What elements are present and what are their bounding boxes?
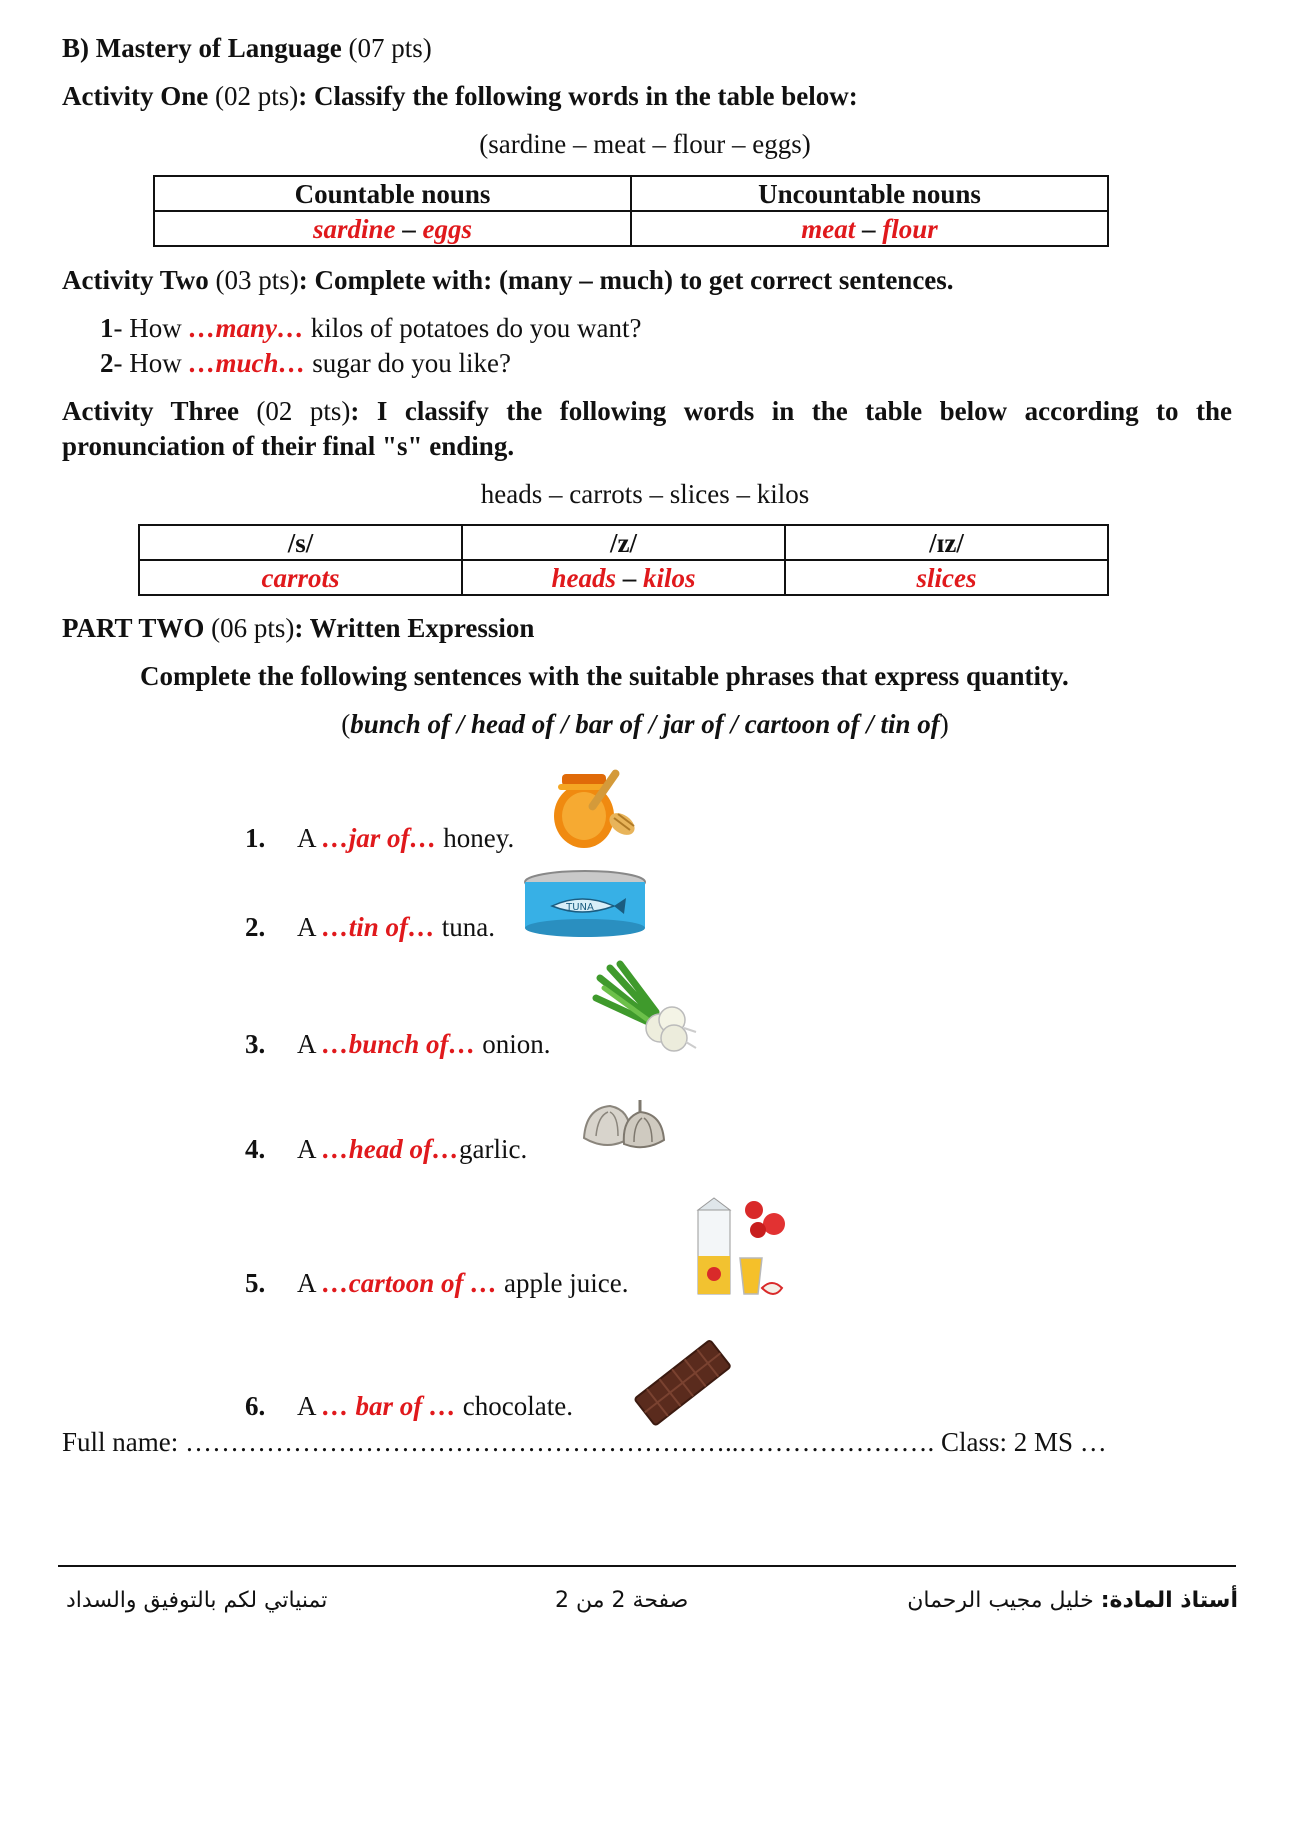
item-answer: …much…	[188, 348, 306, 378]
part-two-instruction: Complete the following sentences with the suitable phrases that express quantity.	[140, 661, 1069, 691]
iz-word: slices	[916, 562, 977, 593]
quantity-item-6	[245, 1390, 573, 1422]
activity-one-points: (02 pts)	[208, 81, 299, 111]
item-answer: … bar of …	[321, 1391, 457, 1421]
class-label: Class: 2 MS …	[934, 1427, 1107, 1457]
s-header: /s/	[139, 525, 462, 560]
wishes: تمنياتي لكم بالتوفيق والسداد	[66, 1588, 328, 1613]
item-before: A	[297, 1029, 322, 1059]
pronunciation-table	[138, 524, 1109, 596]
item-number: 5.	[245, 1268, 266, 1298]
item-number: 4.	[245, 1134, 266, 1164]
z-header: /z/	[462, 525, 785, 560]
teacher-credit	[907, 1588, 1238, 1613]
quantity-item-4	[245, 1133, 527, 1165]
item-after: onion.	[475, 1029, 551, 1059]
quantity-item-2	[245, 911, 495, 943]
item-number: 2.	[245, 912, 266, 942]
item-answer: …bunch of…	[321, 1029, 476, 1059]
activity-three-heading	[62, 394, 1232, 464]
iz-answers	[785, 560, 1108, 595]
activity-three-word-list: heads – carrots – slices – kilos	[480, 479, 810, 509]
juice-carton-icon	[692, 1196, 792, 1300]
item-number: 6.	[245, 1391, 266, 1421]
onion-bunch-icon	[590, 958, 700, 1058]
item-before: A	[297, 1391, 322, 1421]
part-two-label: PART TWO	[62, 613, 205, 643]
item-before: - How	[113, 348, 189, 378]
activity-two-points: (03 pts)	[208, 265, 299, 295]
activity-three-label: Activity Three	[62, 396, 239, 426]
teacher-label: أستاذ المادة:	[1100, 1588, 1238, 1613]
uncountable-answers	[631, 211, 1108, 246]
uncountable-header: Uncountable nouns	[631, 176, 1108, 211]
full-name-line	[62, 1426, 1107, 1458]
chocolate-bar-icon	[630, 1336, 734, 1428]
part-two-title: : Written Expression	[294, 613, 535, 643]
section-b-points: (07 pts)	[341, 33, 432, 63]
item-answer: …head of…	[321, 1134, 460, 1164]
item-after: tuna.	[435, 912, 496, 942]
garlic-head-icon	[578, 1092, 668, 1156]
item-number: 2	[100, 348, 114, 378]
s-answers	[139, 560, 462, 595]
item-after: apple juice.	[497, 1268, 629, 1298]
item-before: A	[297, 823, 322, 853]
activity-one-heading	[62, 80, 858, 112]
item-before: A	[297, 1134, 322, 1164]
separator: –	[855, 213, 883, 244]
part-two-heading	[62, 612, 534, 644]
item-after: garlic.	[459, 1134, 528, 1164]
z-word: heads	[551, 562, 616, 593]
countable-word: eggs	[422, 213, 473, 244]
quantity-item-1	[245, 822, 514, 854]
tuna-label: TUNA	[566, 902, 594, 913]
phrases: bunch of / head of / bar of / jar of / cartoon of / tin of	[350, 709, 940, 739]
activity-two-item-2	[100, 347, 511, 379]
activity-two-instruction: : Complete with: (many – much) to get correct sentences.	[298, 265, 954, 295]
item-answer: …jar of…	[321, 823, 437, 853]
section-b-heading	[62, 32, 432, 64]
item-number: 1.	[245, 823, 266, 853]
item-answer: …many…	[188, 313, 305, 343]
activity-one-instruction: : Classify the following words in the table below:	[298, 81, 858, 111]
item-after: sugar do you like?	[305, 348, 511, 378]
honey-jar-icon	[548, 758, 648, 858]
activity-one-label: Activity One	[62, 81, 209, 111]
iz-header: /ɪz/	[785, 525, 1108, 560]
footer-divider	[58, 1565, 1236, 1567]
uncountable-word: meat	[801, 213, 856, 244]
item-answer: …tin of…	[321, 912, 436, 942]
item-after: chocolate.	[456, 1391, 573, 1421]
activity-two-label: Activity Two	[62, 265, 209, 295]
item-number: 1	[100, 313, 114, 343]
page-number: صفحة 2 من 2	[555, 1588, 689, 1613]
item-after: honey.	[436, 823, 515, 853]
activity-three-instruction: : I classify the following words in the table below according to the pronunciation of their final "s" ending.	[62, 396, 1233, 461]
uncountable-word: flour	[882, 213, 938, 244]
item-before: - How	[113, 313, 189, 343]
z-answers	[462, 560, 785, 595]
separator: –	[395, 213, 423, 244]
phrases-list: (bunch of / head of / bar of / jar of / cartoon of / tin of)	[341, 709, 949, 739]
activity-two-heading	[62, 264, 954, 296]
full-name-label: Full name: ……………………………………………………..………………….	[62, 1427, 935, 1457]
quantity-item-3	[245, 1028, 551, 1060]
activity-three-points: (02 pts)	[238, 396, 351, 426]
separator: –	[616, 562, 643, 593]
item-before: A	[297, 1268, 322, 1298]
section-b-title: B) Mastery of Language	[62, 33, 342, 63]
s-word: carrots	[261, 562, 340, 593]
countable-table	[153, 175, 1109, 247]
countable-header: Countable nouns	[154, 176, 631, 211]
part-two-points: (06 pts)	[204, 613, 295, 643]
item-answer: …cartoon of …	[321, 1268, 498, 1298]
item-number: 3.	[245, 1029, 266, 1059]
activity-one-word-list: (sardine – meat – flour – eggs)	[479, 129, 811, 159]
countable-answers	[154, 211, 631, 246]
teacher-name: خليل مجيب الرحمان	[907, 1588, 1101, 1613]
tuna-tin-icon	[522, 868, 648, 940]
item-after: kilos of potatoes do you want?	[304, 313, 642, 343]
quantity-item-5	[245, 1267, 628, 1299]
countable-word: sardine	[312, 213, 396, 244]
item-before: A	[297, 912, 322, 942]
z-word: kilos	[643, 562, 696, 593]
activity-two-item-1	[100, 312, 641, 344]
